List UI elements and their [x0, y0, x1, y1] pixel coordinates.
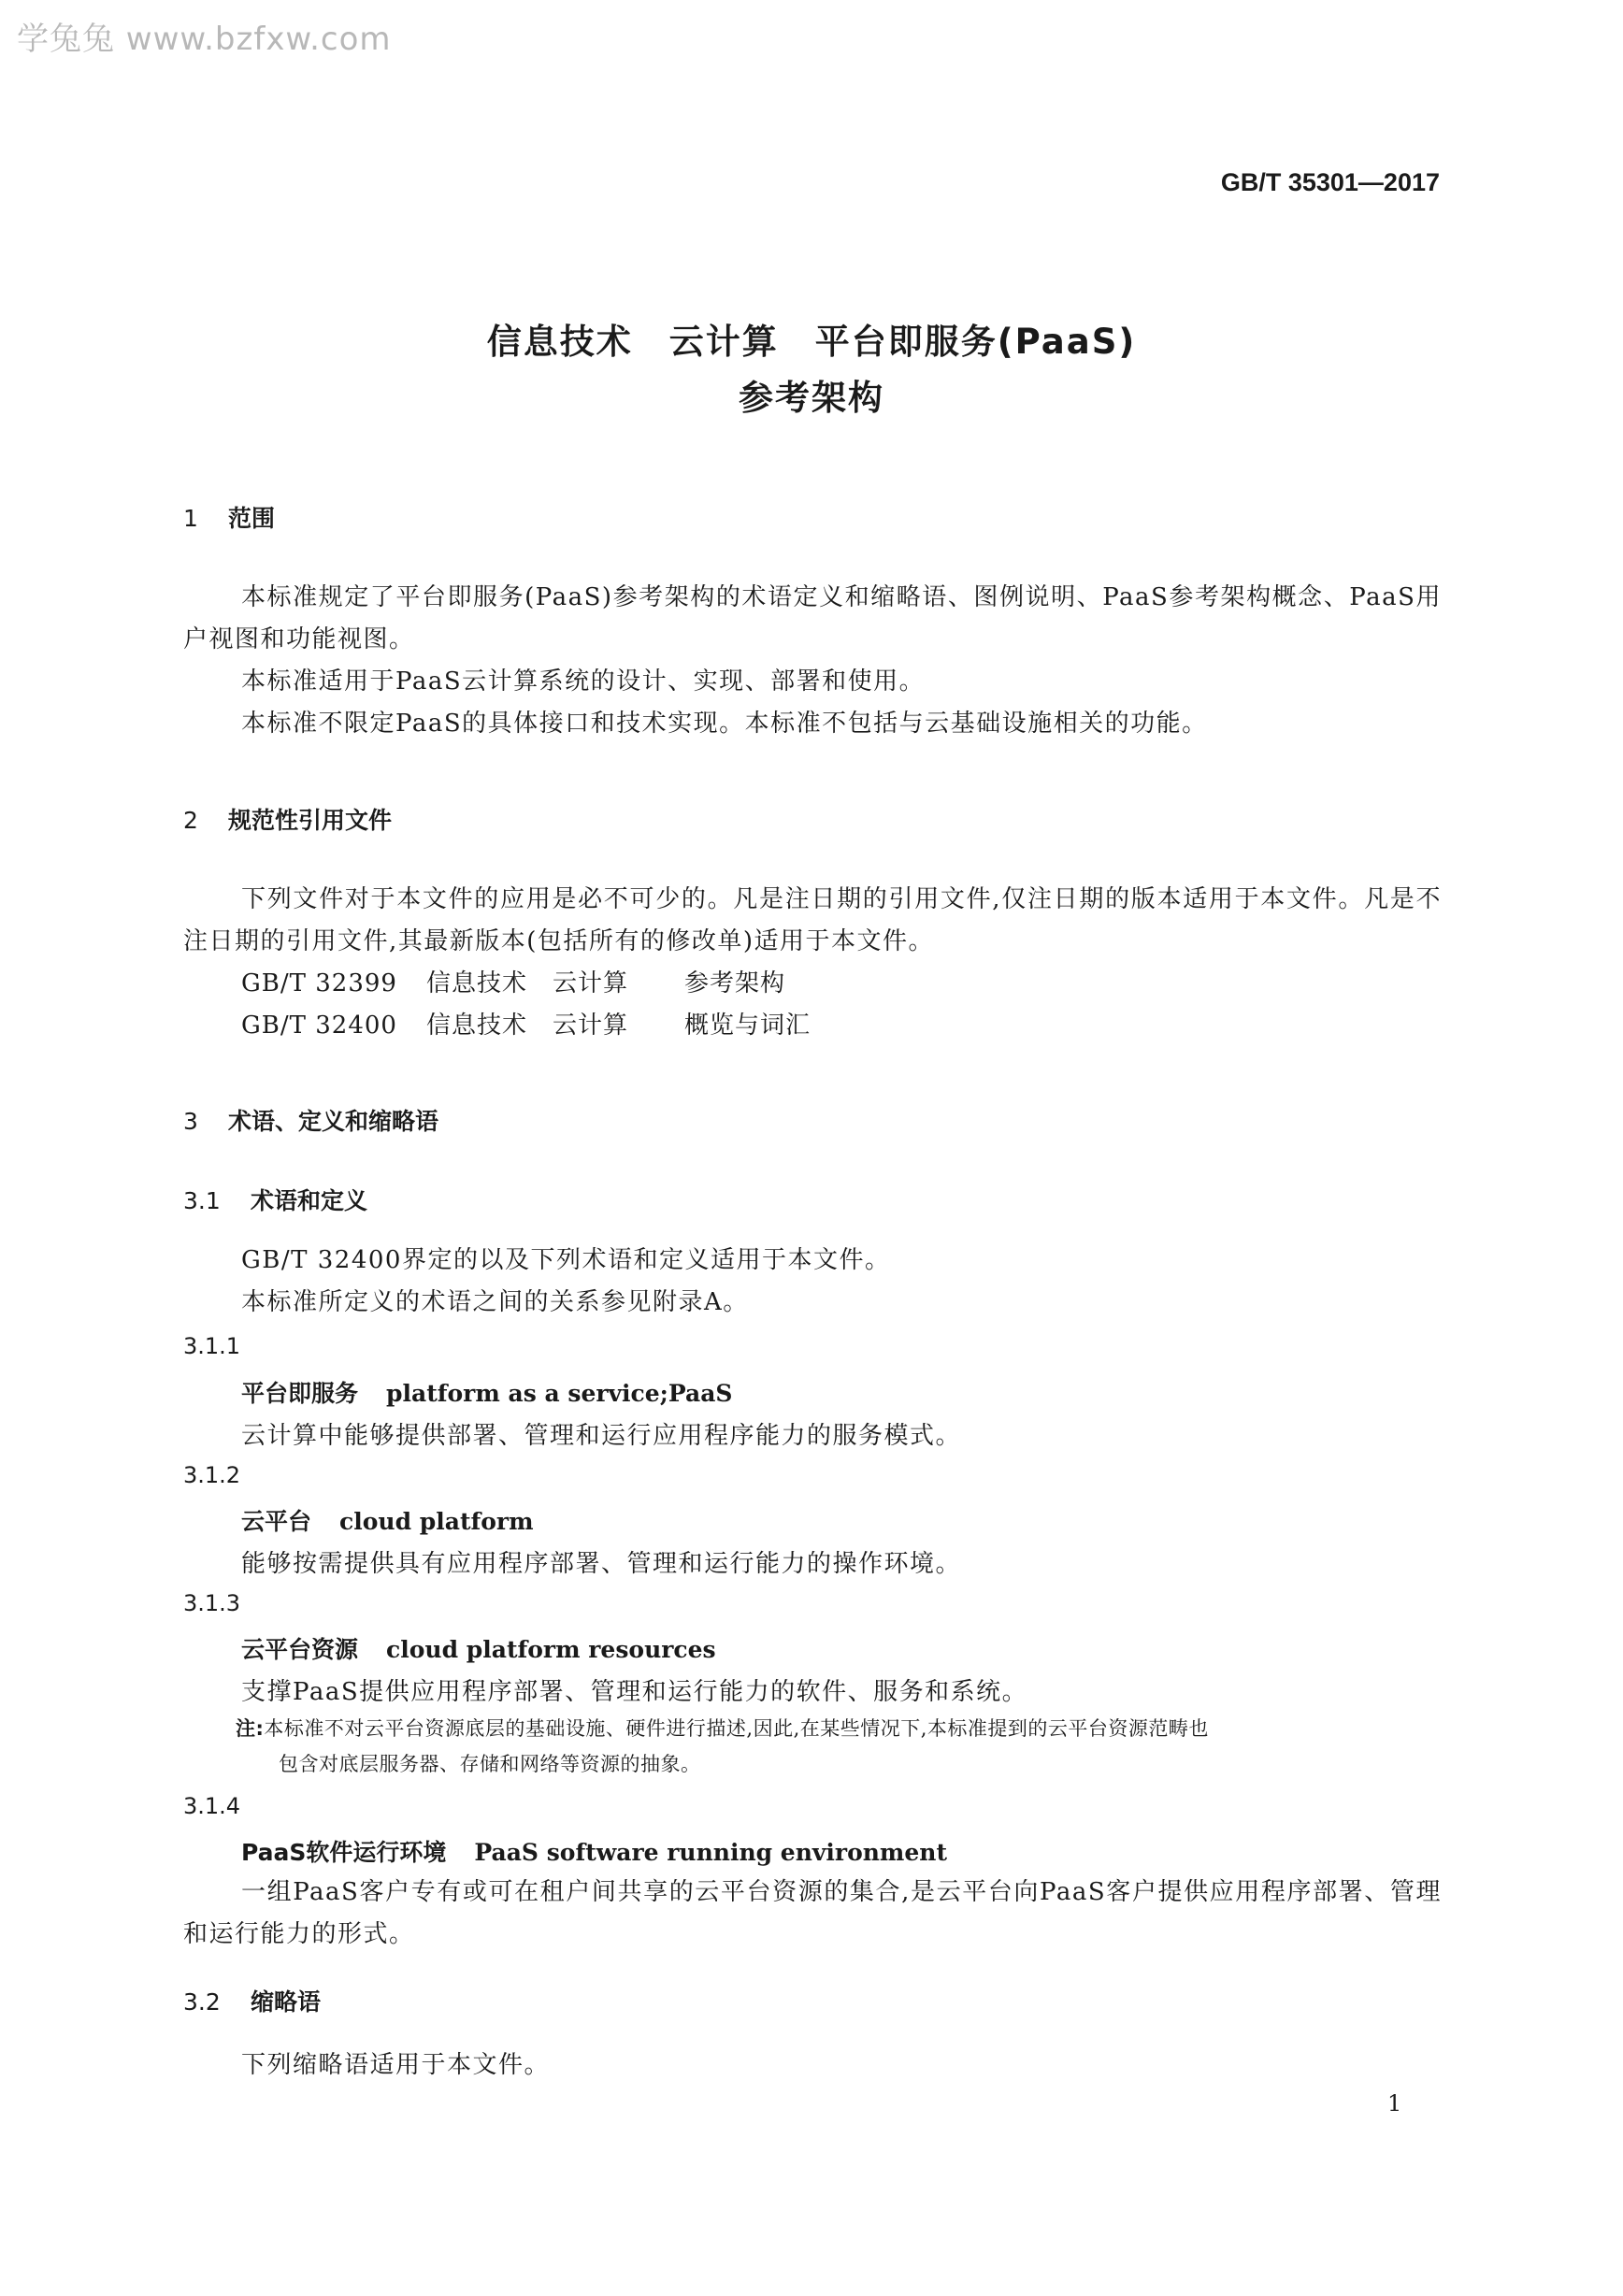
section-heading-3: 3 术语、定义和缩略语: [183, 1108, 439, 1135]
document-title-line1: 信息技术 云计算 平台即服务(PaaS): [486, 322, 1137, 362]
paragraph-terms-1: GB/T 32400界定的以及下列术语和定义适用于本文件。: [241, 1246, 891, 1274]
term-definition: 云计算中能够提供部署、管理和运行应用程序能力的服务模式。: [241, 1422, 962, 1450]
paragraph-normative-refs: 下列文件对于本文件的应用是必不可少的。凡是注日期的引用文件,仅注日期的版本适用于本文件。凡是不注日期的引用文件,其最新版本(包括所有的修改单)适用于本文件。: [183, 885, 1442, 955]
standard-code: GB/T 35301—2017: [1220, 168, 1440, 196]
term-title: 云平台 cloud platform: [241, 1508, 534, 1535]
note: 注:本标准不对云平台资源底层的基础设施、硬件进行描述,因此,在某些情况下,本标准提到的云平台资源范畴也 包含对底层服务器、存储和网络等资源的抽象。: [236, 1717, 1209, 1775]
term-definition: 一组PaaS客户专有或可在租户间共享的云平台资源的集合,是云平台向PaaS客户提供应用程序部署、管理和运行能力的形式。: [183, 1878, 1442, 1948]
paragraph-scope-3: 本标准不限定PaaS的具体接口和技术实现。本标准不包括与云基础设施相关的功能。: [241, 710, 1208, 738]
reference-item: GB/T 32399 信息技术 云计算 参考架构: [241, 969, 786, 997]
page-number: 1: [1387, 2090, 1402, 2117]
paragraph-abbreviations: 下列缩略语适用于本文件。: [241, 2051, 551, 2079]
term-number: 3.1.4: [183, 1793, 241, 1819]
section-heading-1: 1 范围: [183, 505, 276, 532]
term-title: 云平台资源 cloud platform resources: [241, 1636, 716, 1663]
term-title: PaaS软件运行环境 PaaS software running environment: [241, 1839, 948, 1866]
section-heading-3-1: 3.1 术语和定义: [183, 1187, 368, 1214]
paragraph-scope-1: 本标准规定了平台即服务(PaaS)参考架构的术语定义和缩略语、图例说明、PaaS参考架构概念、PaaS用户视图和功能视图。: [183, 583, 1442, 653]
term-number: 3.1.3: [183, 1590, 241, 1616]
term-number: 3.1.2: [183, 1462, 241, 1488]
term-definition: 能够按需提供具有应用程序部署、管理和运行能力的操作环境。: [241, 1550, 962, 1578]
term-title: 平台即服务 platform as a service;PaaS: [241, 1380, 733, 1407]
term-definition: 支撑PaaS提供应用程序部署、管理和运行能力的软件、服务和系统。: [241, 1678, 1028, 1706]
term-number: 3.1.1: [183, 1333, 241, 1359]
section-heading-3-2: 3.2 缩略语: [183, 1988, 322, 2016]
document-title-line2: 参考架构: [739, 378, 884, 418]
watermark: 学兔兔 www.bzfxw.com: [17, 21, 392, 58]
paragraph-scope-2: 本标准适用于PaaS云计算系统的设计、实现、部署和使用。: [241, 667, 926, 696]
section-heading-2: 2 规范性引用文件: [183, 807, 393, 834]
paragraph-terms-2: 本标准所定义的术语之间的关系参见附录A。: [241, 1288, 749, 1316]
reference-item: GB/T 32400 信息技术 云计算 概览与词汇: [241, 1012, 812, 1040]
